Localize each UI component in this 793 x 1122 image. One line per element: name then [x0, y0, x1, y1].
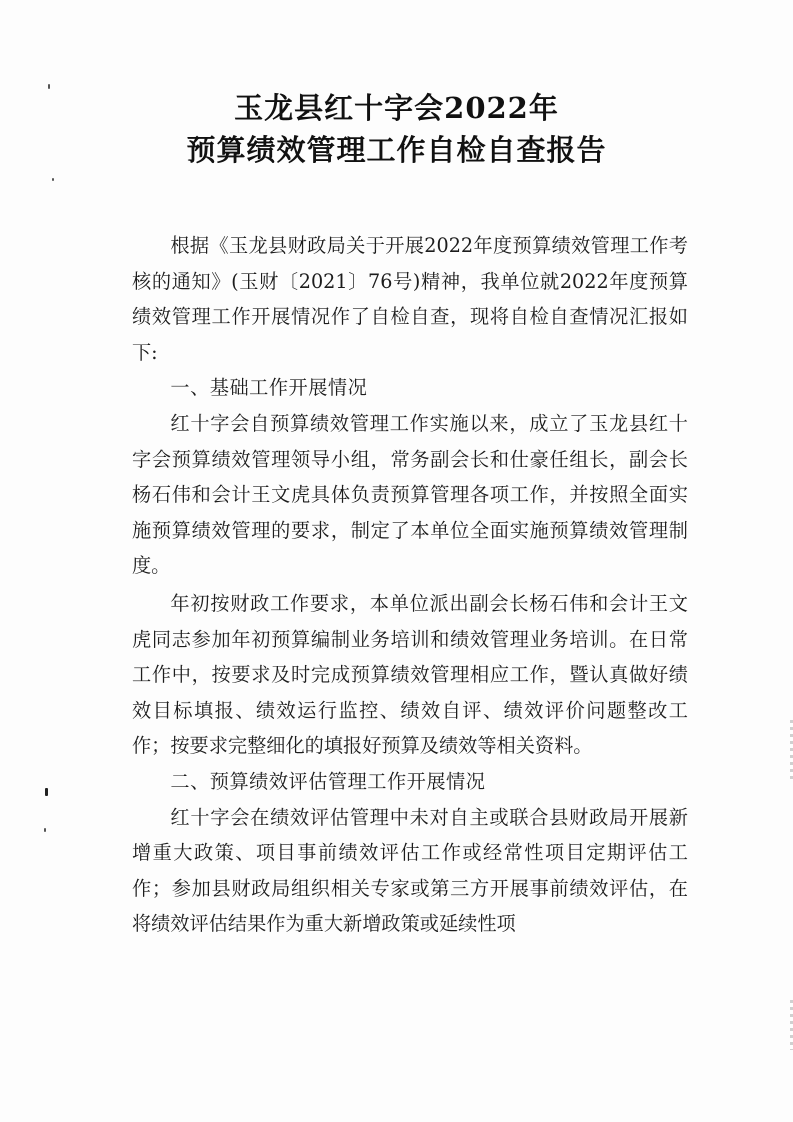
section2-heading: 二、预算绩效评估管理工作开展情况: [170, 769, 486, 793]
document-body: [132, 228, 688, 942]
scan-speck: [45, 788, 48, 796]
section1-paragraph-2: 年初按财政工作要求，本单位派出副会长杨石伟和会计王文虎同志参加年初预算编制业务培训和绩效管理业务培训。在日常工作中，按要求及时完成预算绩效管理相应工作，暨认真做好绩效目标填报、绩效运行监控、绩效自评、绩效评价问题整改工作；按要求完整细化的填报好预算及绩效等相关资料。: [132, 591, 688, 758]
intro-paragraph: 根据《玉龙县财政局关于开展2022年度预算绩效管理工作考核的通知》(玉财〔2021〕76号)精神，我单位就2022年度预算绩效管理工作开展情况作了自检自查，现将自检自查情况汇报如下:: [132, 234, 688, 364]
section2-paragraph-1: 红十字会在绩效评估管理中未对自主或联合县财政局开展新增重大政策、项目事前绩效评估工作或经常性项目定期评估工作；参加县财政局组织相关专家或第三方开展事前绩效评估，在将绩效评估结果作为重大新增政策或延续性项: [132, 805, 688, 936]
scan-speck: [48, 84, 50, 89]
document-title-line2: 预算绩效管理工作自检自查报告: [186, 133, 607, 167]
scan-speck: [44, 828, 46, 832]
section1-heading: 一、基础工作开展情况: [170, 376, 368, 400]
section1-paragraph-1: 红十字会自预算绩效管理工作实施以来，成立了玉龙县红十字会预算绩效管理领导小组，常务副会长和仕豪任组长，副会长杨石伟和会计王文虎具体负责预算管理各项工作，并按照全面实施预算绩效管理的要求，制定了本单位全面实施预算绩效管理制度。: [132, 411, 688, 578]
scan-speck: [52, 178, 54, 181]
document-title-line1: 玉龙县红十字会2022年: [234, 91, 559, 125]
